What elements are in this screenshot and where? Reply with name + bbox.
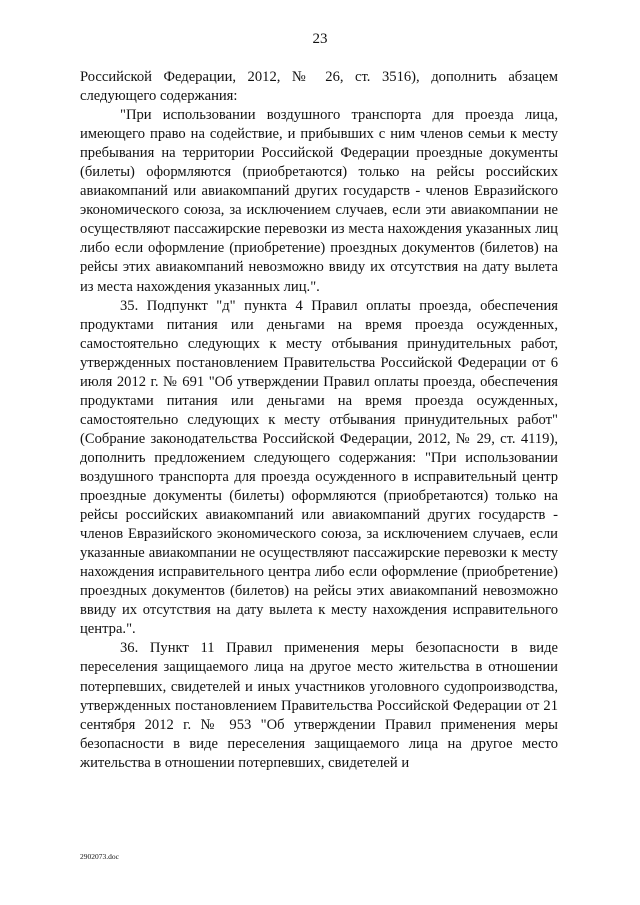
page-number: 23 — [312, 31, 328, 47]
paragraph-item-35: 35. Подпункт "д" пункта 4 Правил оплаты проезда, обеспечения продуктами питания или деньгами на время проезда осужденных, самостоятельно следующих к месту отбывания принудительных работ, утвержденных постановлением Правительства Российской Федерации от 6 июля 2012 г. № 691 "Об утверждении Правил оплаты проезда, обеспечения продуктами питания или деньгами на время проезда осужденных, самостоятельно следующих к месту отбывания принудительных работ" (Собрание законодательства Российской Федерации, 2012, № 29, ст. 4119), дополнить предложением следующего содержания: "При использовании воздушного транспорта для проезда осужденного в исправительный центр проездные документы (билеты) оформляются (приобретаются) только на рейсы российских авиакомпаний или авиакомпаний других государств - членов Евразийского экономического союза, за исключением случаев, если указанные авиакомпании не осуществляют пассажирские перевозки к месту нахождения исправительного центра либо если оформление (приобретение) проездных документов (билетов) на рейсы этих авиакомпаний невозможно ввиду их отсутствия на дату вылета к месту нахождения исправительного центра.". — [80, 297, 558, 638]
paragraph-continuation: Российской Федерации, 2012, № 26, ст. 3516), дополнить абзацем следующего содержания: — [80, 69, 558, 105]
paragraph-item-36: 36. Пункт 11 Правил применения меры безопасности в виде переселения защищаемого лица на другое место жительства в отношении потерпевших, свидетелей и иных участников уголовного судопроизводства, утвержденных постановлением Правительства Российской Федерации от 21 сентября 2012 г. № 953 "Об утверждении Правил применения меры безопасности в виде переселения защищаемого лица на другое место жительства в отношении потерпевших, свидетелей и — [80, 640, 558, 771]
footer-file-name: 2902073.doc — [80, 852, 119, 861]
document-body — [80, 68, 558, 773]
paragraph-quoted-insertion: "При использовании воздушного транспорта для проезда лица, имеющего право на содействие, и прибывших с ним членов семьи к месту пребывания на территории Российской Федерации проездные документы (билеты) оформляются (приобретаются) только на рейсы российских авиакомпаний или авиакомпаний других государств - членов Евразийского экономического союза, за исключением случаев, если эти авиакомпании не осуществляют пассажирские перевозки из места нахождения указанных лиц либо если оформление (приобретение) проездных документов (билетов) на рейсы этих авиакомпаний невозможно ввиду их отсутствия на дату вылета из места нахождения указанных лиц.". — [80, 107, 558, 295]
